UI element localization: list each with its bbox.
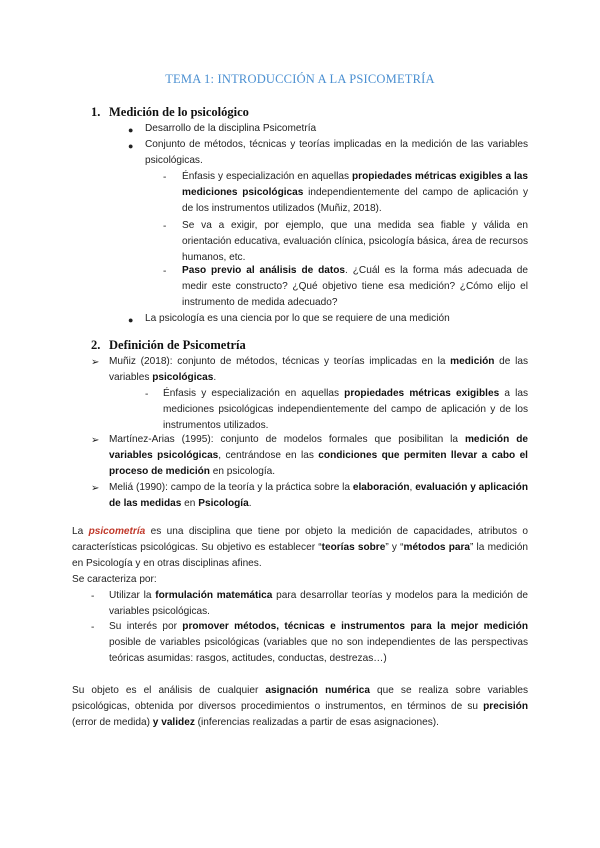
- document-title: TEMA 1: INTRODUCCIÓN A LA PSICOMETRÍA: [165, 72, 435, 86]
- section-title: Definición de Psicometría: [109, 338, 246, 352]
- paragraph: La psicometría es una disciplina que tiene por objeto la medición de capacidades, atributos o características psicológicas. Su objetivo es establecer “teorías sobre” y “métodos para” la medición en Psicología y en otras disciplinas afines.: [72, 526, 528, 569]
- arrow-icon: ➢: [91, 483, 100, 494]
- bullet-item: Conjunto de métodos, técnicas y teorías implicadas en la medición de las variables psicológicas.: [145, 139, 528, 166]
- dash-item: Su interés por promover métodos, técnicas e instrumentos para la mejor medición posible de variables psicológicas (variables que no son independientes de las perspectivas teóricas asumidas: rasgos, actitudes, conductas, destrezas…): [109, 621, 528, 664]
- section-title: Medición de lo psicológico: [109, 105, 249, 119]
- section-number: 2.: [91, 338, 101, 352]
- paragraph: Se caracteriza por:: [72, 574, 157, 585]
- bullet-item: La psicología es una ciencia por lo que se requiere de una medición: [145, 313, 450, 324]
- sub-item: Se va a exigir, por ejemplo, que una medida sea fiable y válida en orientación educativa, evaluación clínica, psicología básica, área de recursos humanos, etc.: [182, 220, 528, 263]
- dash-icon: -: [145, 389, 149, 400]
- dash-icon: -: [163, 266, 167, 277]
- dash-icon: -: [91, 622, 95, 633]
- sub-item: Énfasis y especialización en aquellas propiedades métricas exigibles a las mediciones psicológicas independientemente del campo de aplicación y de los instrumentos utilizados (Muñiz, 2018).: [182, 171, 529, 214]
- dash-icon: -: [91, 591, 95, 602]
- bullet-icon: ●: [128, 141, 134, 151]
- bullet-item: Desarrollo de la disciplina Psicometría: [145, 123, 317, 134]
- arrow-icon: ➢: [91, 435, 100, 446]
- arrow-icon: ➢: [91, 357, 100, 368]
- section-2-heading: [91, 337, 246, 353]
- definition-item: Meliá (1990): campo de la teoría y la práctica sobre la elaboración, evaluación y aplicación de las medidas en Psicología.: [109, 482, 529, 509]
- paragraph: Su objeto es el análisis de cualquier asignación numérica que se realiza sobre variables psicológicas, obtenida por diversos procedimientos o instrumentos, en términos de su precisión (error de medida) y validez (inferencias realizadas a partir de esas asignaciones).: [72, 685, 528, 728]
- section-number: 1.: [91, 105, 101, 119]
- sub-item: Paso previo al análisis de datos. ¿Cuál es la forma más adecuada de medir este constructo? ¿Qué objetivo tiene esa medición? ¿Cómo elijo el instrumento de medida adecuado?: [182, 265, 528, 308]
- bullet-icon: ●: [128, 315, 134, 325]
- definition-item: Martínez-Arias (1995): conjunto de modelos formales que posibilitan la medición de variables psicológicas, centrándose en las condiciones que permiten llevar a cabo el proceso de medición en psicología.: [109, 434, 528, 477]
- section-1-heading: [91, 104, 249, 120]
- dash-icon: -: [163, 221, 167, 232]
- sub-item: Énfasis y especialización en aquellas propiedades métricas exigibles a las mediciones psicológicas independientemente del campo de aplicación y de los instrumentos utilizados.: [163, 388, 528, 431]
- bullet-icon: ●: [128, 125, 134, 135]
- dash-icon: -: [163, 172, 167, 183]
- dash-item: Utilizar la formulación matemática para desarrollar teorías y modelos para la medición de variables psicológicas.: [109, 590, 528, 617]
- definition-item: Muñiz (2018): conjunto de métodos, técnicas y teorías implicadas en la medición de las variables psicológicas.: [109, 356, 528, 383]
